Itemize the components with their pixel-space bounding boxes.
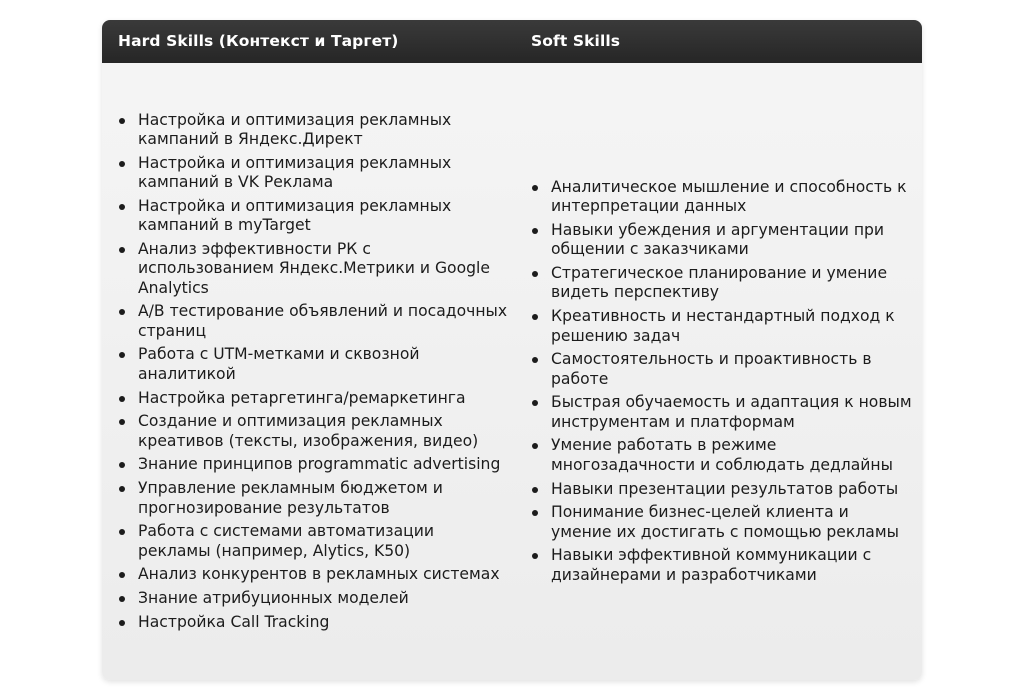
list-item: Навыки презентации результатов работы [551, 480, 913, 499]
list-item: Работа с UTM-метками и сквозной аналитикой [138, 345, 508, 384]
hard-skills-list [102, 111, 508, 633]
list-item: A/B тестирование объявлений и посадочных страниц [138, 302, 508, 340]
hard-skills-heading: Hard Skills (Контекст и Таргет) [118, 32, 399, 50]
list-item: Создание и оптимизация рекламных креативов (тексты, изображения, видео) [138, 412, 508, 451]
skills-table [102, 20, 922, 680]
list-item: Знание принципов programmatic advertising [138, 455, 508, 474]
soft-skills-column [515, 63, 922, 680]
list-item: Креативность и нестандартный подход к решению задач [551, 307, 913, 346]
list-item: Навыки убеждения и аргументации при общении с заказчиками [551, 221, 913, 260]
soft-skills-heading: Soft Skills [531, 32, 621, 50]
list-item: Настройка и оптимизация рекламных кампаний в myTarget [138, 197, 508, 236]
list-item: Знание атрибуционных моделей [138, 589, 508, 608]
soft-skills-list [515, 178, 913, 585]
list-item: Навыки эффективной коммуникации с дизайнерами и разработчиками [551, 546, 913, 585]
list-item: Анализ конкурентов в рекламных системах [138, 565, 508, 584]
list-item: Анализ эффективности РК с использованием Яндекс.Метрики и Google Analytics [138, 240, 508, 298]
list-item: Самостоятельность и проактивность в работе [551, 350, 913, 389]
list-item: Умение работать в режиме многозадачности и соблюдать дедлайны [551, 436, 913, 475]
hard-skills-column [102, 63, 515, 680]
list-item: Работа с системами автоматизации рекламы (например, Alytics, K50) [138, 522, 508, 561]
table-header [102, 20, 922, 63]
list-item: Быстрая обучаемость и адаптация к новым инструментам и платформам [551, 393, 912, 431]
list-item: Аналитическое мышление и способность к интерпретации данных [551, 178, 913, 217]
list-item: Понимание бизнес-целей клиента и умение их достигать с помощью рекламы [551, 503, 913, 542]
list-item: Настройка Call Tracking [138, 613, 508, 632]
list-item: Настройка и оптимизация рекламных кампаний в Яндекс.Директ [138, 111, 508, 150]
list-item: Управление рекламным бюджетом и прогнозирование результатов [138, 479, 508, 518]
table-body [102, 63, 922, 680]
list-item: Настройка и оптимизация рекламных кампаний в VK Реклама [138, 154, 508, 193]
list-item: Настройка ретаргетинга/ремаркетинга [138, 389, 508, 408]
list-item: Стратегическое планирование и умение видеть перспективу [551, 264, 913, 303]
